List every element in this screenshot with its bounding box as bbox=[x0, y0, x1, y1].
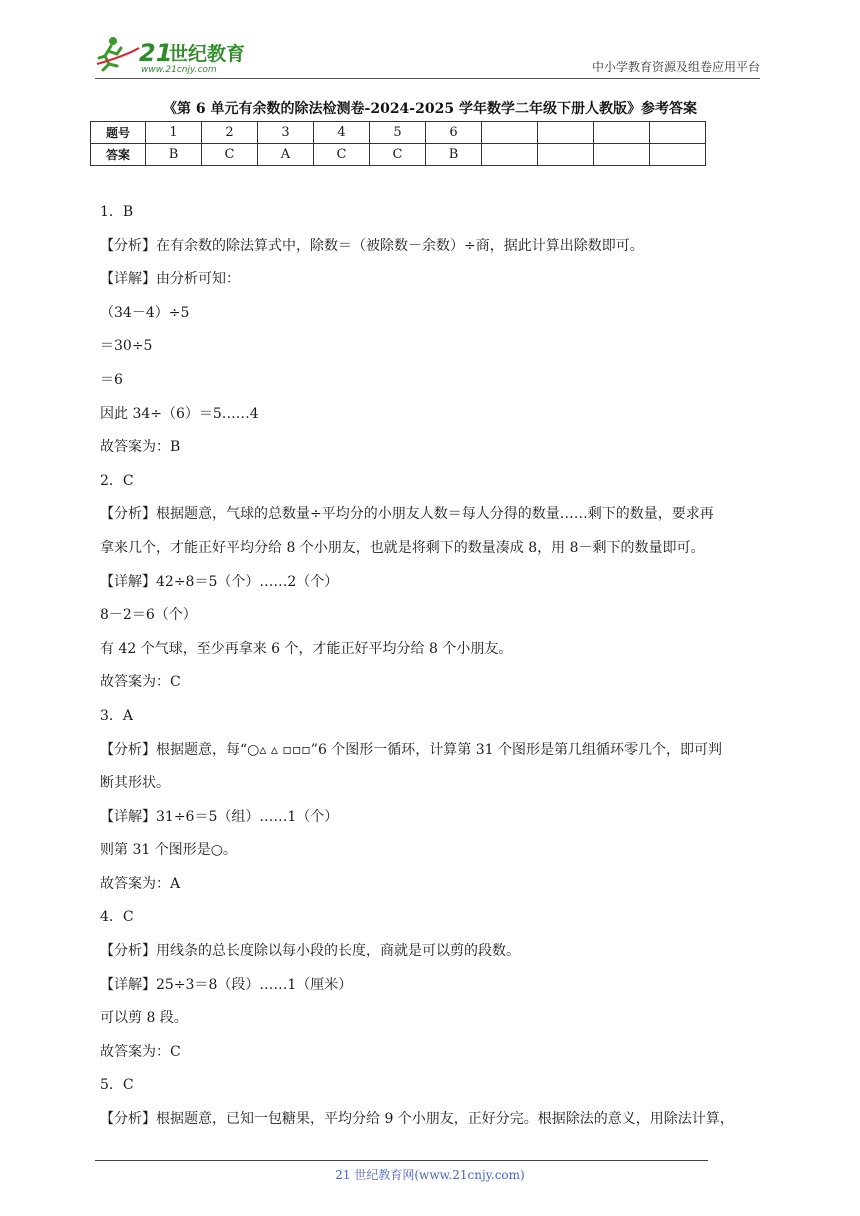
question-number-row bbox=[91, 122, 706, 144]
svg-text:世纪教育: 世纪教育 bbox=[169, 43, 246, 65]
question-number-cell: 5 bbox=[370, 122, 426, 144]
runner-icon bbox=[97, 37, 139, 70]
text-line: 【分析】根据题意，已知一包糖果，平均分给 9 个小朋友，正好分完。根据除法的意义，用除法计算， bbox=[100, 1111, 734, 1128]
header-divider bbox=[95, 78, 760, 79]
answer-cell: C bbox=[202, 144, 258, 166]
answer-row bbox=[91, 144, 706, 166]
text-line: 【详解】31÷6＝5（组）……1（个） bbox=[100, 808, 339, 825]
answer-cell bbox=[538, 144, 594, 166]
text-line: 【分析】在有余数的除法算式中，除数＝（被除数－余数）÷商，据此计算出除数即可。 bbox=[100, 237, 644, 254]
text-line: 则第 31 个图形是○。 bbox=[100, 842, 237, 859]
text-line: 【分析】根据题意，每“○▵ ▵ ▫▫▫”6 个图形一循环，计算第 31 个图形是第几组循环零几个，即可判 bbox=[100, 741, 723, 758]
text-line: 【详解】42÷8＝5（个）……2（个） bbox=[100, 573, 339, 590]
text-line: 断其形状。 bbox=[100, 775, 170, 792]
answer-cell bbox=[650, 144, 706, 166]
text-line: 8－2＝6（个） bbox=[100, 607, 197, 624]
platform-name: 中小学教育资源及组卷应用平台 bbox=[591, 60, 760, 74]
text-line: 3．A bbox=[100, 707, 134, 724]
footer-divider bbox=[95, 1160, 708, 1161]
answer-cell: B bbox=[146, 144, 202, 166]
text-line: 拿来几个，才能正好平均分给 8 个小朋友，也就是将剩下的数量凑成 8，用 8－剩下的数量即可。 bbox=[100, 539, 705, 556]
answer-cell: C bbox=[370, 144, 426, 166]
svg-text:21: 21 bbox=[139, 39, 173, 67]
answer-cell: C bbox=[314, 144, 370, 166]
text-line: （34－4）÷5 bbox=[100, 304, 190, 321]
question-number-cell: 1 bbox=[146, 122, 202, 144]
question-number-cell: 2 bbox=[202, 122, 258, 144]
text-line: 故答案为：C bbox=[100, 1043, 181, 1060]
text-line: 2．C bbox=[100, 472, 134, 489]
text-line: 【分析】根据题意，气球的总数量÷平均分的小朋友人数＝每人分得的数量……剩下的数量，要求再 bbox=[100, 506, 714, 523]
page-header bbox=[95, 30, 760, 78]
footer-link[interactable]: 21 世纪教育网(www.21cnjy.com) bbox=[335, 1168, 525, 1182]
question-number-cell: 3 bbox=[258, 122, 314, 144]
text-line: 因此 34÷（6）＝5……4 bbox=[100, 405, 259, 422]
question-number-cell: 6 bbox=[426, 122, 482, 144]
question-number-cell bbox=[594, 122, 650, 144]
text-line: 可以剪 8 段。 bbox=[100, 1010, 188, 1027]
text-line: 【详解】25÷3＝8（段）……1（厘米） bbox=[100, 976, 353, 993]
question-number-cell bbox=[538, 122, 594, 144]
site-logo bbox=[95, 34, 265, 74]
svg-text:www.21cnjy.com: www.21cnjy.com bbox=[141, 65, 217, 74]
answer-table bbox=[90, 121, 706, 166]
answer-cell: B bbox=[426, 144, 482, 166]
row-label-question: 题号 bbox=[91, 122, 146, 144]
solution-text bbox=[100, 196, 765, 1137]
text-line: 1．B bbox=[100, 204, 134, 220]
text-line: 【分析】用线条的总长度除以每小段的长度，商就是可以剪的段数。 bbox=[100, 943, 520, 960]
question-number-cell: 4 bbox=[314, 122, 370, 144]
row-label-answer: 答案 bbox=[91, 144, 146, 166]
text-line: ＝6 bbox=[100, 371, 123, 388]
text-line: 【详解】由分析可知： bbox=[100, 271, 240, 288]
answer-cell bbox=[482, 144, 538, 166]
text-line: 故答案为：A bbox=[100, 875, 181, 892]
text-line: 有 42 个气球，至少再拿来 6 个，才能正好平均分给 8 个小朋友。 bbox=[100, 640, 513, 657]
question-number-cell bbox=[482, 122, 538, 144]
answer-cell: A bbox=[258, 144, 314, 166]
text-line: 4．C bbox=[100, 909, 134, 926]
text-line: ＝30÷5 bbox=[100, 338, 153, 355]
text-line: 故答案为：C bbox=[100, 674, 181, 691]
question-number-cell bbox=[650, 122, 706, 144]
text-line: 故答案为：B bbox=[100, 439, 181, 456]
text-line: 5．C bbox=[100, 1077, 134, 1094]
answer-cell bbox=[594, 144, 650, 166]
document-title: 《第 6 单元有余数的除法检测卷-2024-2025 学年数学二年级下册人教版》参考答案 bbox=[163, 101, 697, 117]
